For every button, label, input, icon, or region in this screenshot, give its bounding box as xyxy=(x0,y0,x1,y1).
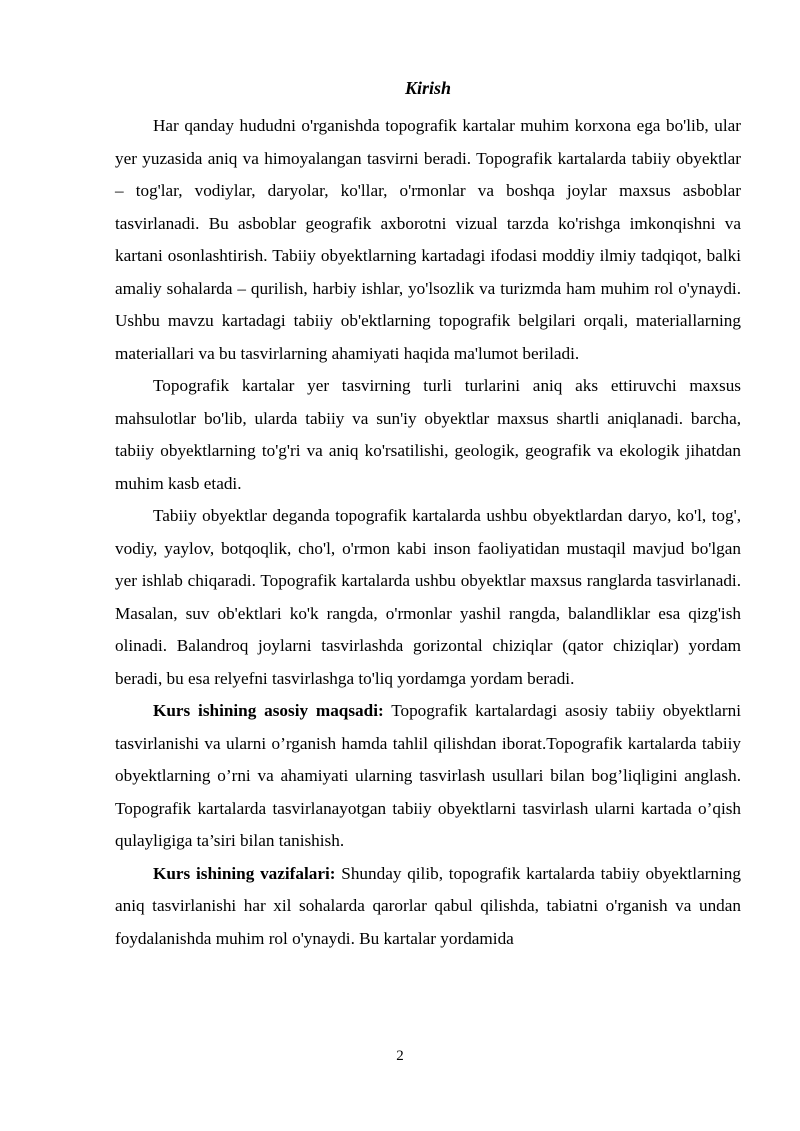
paragraph-5 xyxy=(115,858,741,956)
paragraph-2-text: Topografik kartalar yer tasvirning turli turlarini aniq aks ettiruvchi maxsus mahsulotlar bo'lib, ularda tabiiy va sun'iy obyektlar maxsus shartli aniqlanadi. barcha, tabiiy obyektlarning to'g'ri va aniq ko'rsatilishi, geologik, geografik va ekologik jihatdan muhim kasb etadi. xyxy=(115,376,741,493)
paragraph-1 xyxy=(115,110,741,370)
paragraph-4-text: Topografik kartalardagi asosiy tabiiy obyektlarni tasvirlanishi va ularni o’rganish hamda tahlil qilishdan iborat.Topografik kartalarda tabiiy obyektlarning o’rni va ahamiyati ularning tasvirlash usullari bilan bog’liqligini anglash. Topografik kartalarda tasvirlanayotgan tabiiy obyektlarni tasvirlash ularni kartada o’qish qulayligiga ta’siri bilan tanishish. xyxy=(115,701,741,850)
paragraph-3-text: Tabiiy obyektlar deganda topografik kartalarda ushbu obyektlardan daryo, ko'l, tog', vodiy, yaylov, botqoqlik, cho'l, o'rmon kabi inson faoliyatidan mustaqil mavjud bo'lgan yer ishlab chiqaradi. Topografik kartalarda ushbu obyektlar maxsus ranglarda tasvirlanadi. Masalan, suv ob'ektlari ko'k rangda, o'rmonlar yashil rangda, balandliklar esa qizg'ish olinadi. Balandroq joylarni tasvirlashda gorizontal chiziqlar (qator chiziqlar) yordam beradi, bu esa relyefni tasvirlashga to'liq yordamga yordam beradi. xyxy=(115,506,741,688)
section-title: Kirish xyxy=(404,78,452,98)
paragraph-5-lead: Kurs ishining vazifalari: xyxy=(153,863,336,883)
paragraph-2 xyxy=(115,370,741,500)
paragraph-1-text: Har qanday hududni o'rganishda topografik kartalar muhim korxona ega bo'lib, ular yer yuzasida aniq va himoyalangan tasvirni beradi. Topografik kartalarda tabiiy obyektlar – tog'lar, vodiylar, daryolar, ko'llar, o'rmonlar va boshqa joylar maxsus asboblar tasvirlanadi. Bu asboblar geografik axborotni vizual tarzda ko'rishga imkonqishni va kartani osonlashtirish. Tabiiy obyektlarning kartadagi ifodasi moddiy ilmiy tadqiqot, balki amaliy sohalarda – qurilish, harbiy ishlar, yo'lsozlik va turizmda ham muhim rol o'ynaydi. Ushbu mavzu kartadagi tabiiy ob'ektlarning topografik belgilari orqali, materiallarning materiallari va bu tasvirlarning ahamiyati haqida ma'lumot beriladi. xyxy=(115,116,741,363)
paragraph-4-lead: Kurs ishining asosiy maqsadi: xyxy=(153,701,384,720)
paragraph-4 xyxy=(115,695,741,858)
document-page xyxy=(115,68,741,955)
page-number: 2 xyxy=(396,1048,404,1064)
paragraph-3 xyxy=(115,500,741,695)
paragraph-5-text: Shunday qilib, topografik kartalarda tabiiy obyektlarning aniq tasvirlanishi har xil sohalarda qarorlar qabul qilishda, tabiatni o'rganish va undan foydalanishda muhim rol o'ynaydi. Bu kartalar yordamida xyxy=(115,863,741,948)
